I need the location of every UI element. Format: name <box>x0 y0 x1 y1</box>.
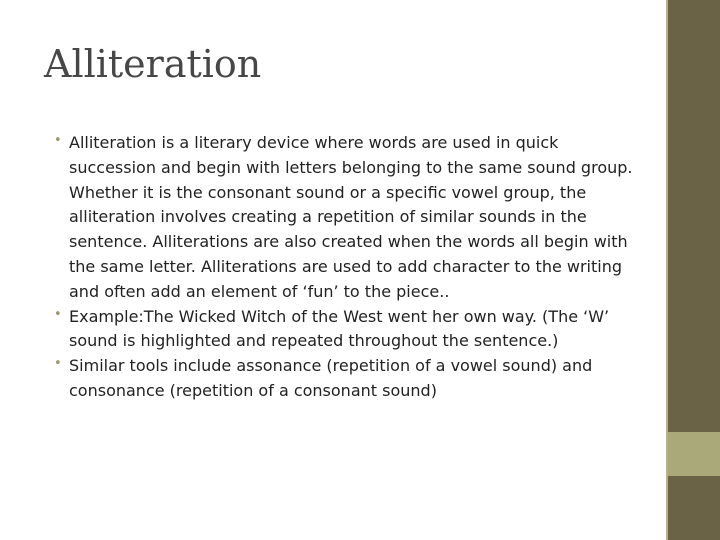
bullet-item <box>54 354 634 404</box>
bullet-text: Similar tools include assonance (repetition of a vowel sound) and consonance (repetition of a consonant sound) <box>69 356 593 400</box>
bullet-icon: • <box>54 356 62 372</box>
bullet-text: Example:The Wicked Witch of the West went her own way. (The ‘W’ sound is highlighted and repeated throughout the sentence.) <box>69 306 610 351</box>
bullet-list <box>54 131 634 404</box>
bullet-icon: • <box>54 306 62 322</box>
bullet-item <box>54 131 634 305</box>
bullet-icon: • <box>54 133 62 148</box>
slide-title: Alliteration <box>44 42 262 86</box>
decorative-sidebar-accent <box>668 432 720 476</box>
bullet-text: Alliteration is a literary device where words are used in quick succession and begin with letters belonging to the same sound group. Whether it is the consonant sound or a specific vowel group, the alliteration involves creating a repetition of similar sounds in the sentence. Alliterations are also created when the words all begin with the same letter. Alliterations are used to add character to the writing and often add an element of ‘fun’ to the piece.. <box>69 133 633 301</box>
bullet-item <box>54 305 634 355</box>
